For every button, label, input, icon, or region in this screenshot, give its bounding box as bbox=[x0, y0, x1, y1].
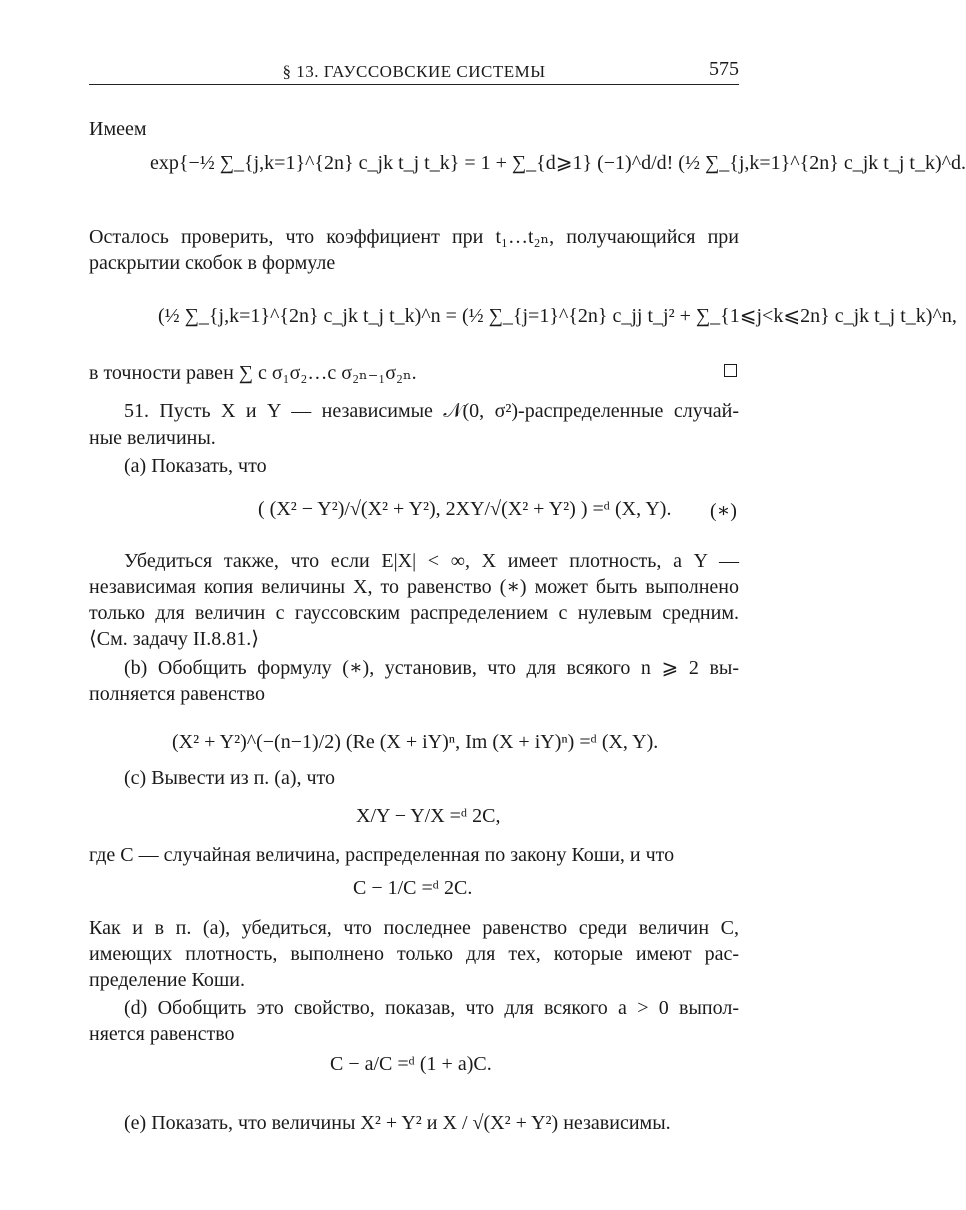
problem-51-line2: ные величины. bbox=[89, 427, 216, 449]
item-c-text-3: пределение Коши. bbox=[89, 969, 245, 991]
formula-power-n: (½ ∑_{j,k=1}^{2n} c_jk t_j t_k)^n = (½ ∑_{j=1}^{2n} c_jj t_j² + ∑_{1⩽j<k⩽2n} c_jk t_j t_k)^n, bbox=[158, 305, 957, 327]
item-a-text-2: независимая копия величины X, то равенство (∗) может быть выполнено bbox=[89, 576, 739, 598]
item-b-text-1: (b) Обобщить формулу (∗), установив, что для всякого n ⩾ 2 вы- bbox=[124, 657, 739, 679]
text-v-tochnosti: в точности равен ∑ c σ₁σ₂…c σ₂ₙ₋₁σ₂ₙ. bbox=[89, 362, 417, 384]
item-a-text-1: Убедиться также, что если E|X| < ∞, X имеет плотность, а Y — bbox=[124, 550, 739, 572]
item-e-text: (e) Показать, что величины X² + Y² и X / √(X² + Y²) независимы. bbox=[124, 1112, 671, 1134]
header-title: § 13. ГАУССОВСКИЕ СИСТЕМЫ bbox=[282, 62, 546, 81]
formula-exp-expansion: exp{−½ ∑_{j,k=1}^{2n} c_jk t_j t_k} = 1 + ∑_{d⩾1} (−1)^d/d! (½ ∑_{j,k=1}^{2n} c_jk t_j t_k)^d. bbox=[150, 152, 966, 174]
qed-square-icon bbox=[724, 364, 737, 377]
item-c-text-2: имеющих плотность, выполнено только для тех, которые имеют рас- bbox=[89, 943, 739, 965]
text-ostalos-2: раскрытии скобок в формуле bbox=[89, 252, 336, 274]
item-c-intro: (c) Вывести из п. (a), что bbox=[124, 767, 336, 789]
item-a-reference: ⟨См. задачу II.8.81.⟩ bbox=[89, 628, 260, 650]
formula-cauchy-2: C − 1/C =ᵈ 2C. bbox=[353, 877, 473, 899]
item-d-text-2: няется равенство bbox=[89, 1023, 235, 1045]
formula-cauchy-a: C − a/C =ᵈ (1 + a)C. bbox=[330, 1053, 492, 1075]
formula-generalized: (X² + Y²)^(−(n−1)/2) (Re (X + iY)ⁿ, Im (X + iY)ⁿ) =ᵈ (X, Y). bbox=[172, 731, 659, 753]
running-header bbox=[89, 58, 739, 85]
problem-51-line1: 51. Пусть X и Y — независимые 𝒩(0, σ²)-распределенные случай- bbox=[124, 400, 739, 422]
item-d-text-1: (d) Обобщить это свойство, показав, что для всякого a > 0 выпол- bbox=[124, 997, 739, 1019]
item-a-text-3: только для величин с гауссовским распределением с нулевым средним. bbox=[89, 602, 739, 624]
item-b-text-2: полняется равенство bbox=[89, 683, 265, 705]
formula-cauchy-1: X/Y − Y/X =ᵈ 2C, bbox=[356, 805, 501, 827]
item-a-intro: (a) Показать, что bbox=[124, 455, 267, 477]
page-number: 575 bbox=[709, 58, 739, 80]
item-c-text-where: где C — случайная величина, распределенная по закону Коши, и что bbox=[89, 844, 675, 866]
item-c-text-1: Как и в п. (a), убедиться, что последнее равенство среди величин C, bbox=[89, 917, 739, 939]
text-imeem: Имеем bbox=[89, 118, 147, 140]
formula-star-tag: (∗) bbox=[710, 500, 737, 522]
formula-star: ( (X² − Y²)/√(X² + Y²), 2XY/√(X² + Y²) ) =ᵈ (X, Y). bbox=[258, 498, 672, 520]
text-ostalos-1: Осталось проверить, что коэффициент при t₁…t₂ₙ, получающийся при bbox=[89, 226, 739, 248]
